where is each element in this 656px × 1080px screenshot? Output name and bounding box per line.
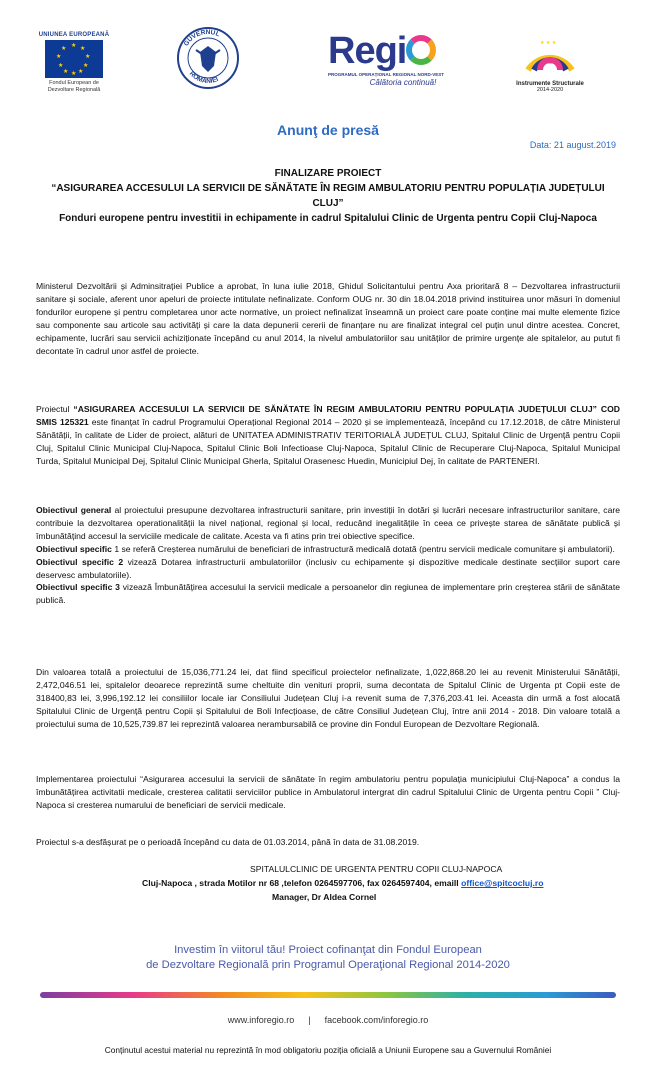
footer-separator: |	[308, 1015, 311, 1025]
specific-objective-3	[36, 581, 620, 607]
specific-objective-2-label: Obiectivul specific 2	[36, 556, 124, 567]
paragraph-period: Proiectul s-a desfășurat pe o perioadă începând cu data de 01.03.2014, până în data de 31.08.2019.	[36, 837, 420, 847]
heading-line3: Fonduri europene pentru investitii in echipamente in cadrul Spitalului Clinic de Urgenta pentru Copii Cluj-Napoca	[59, 213, 597, 224]
eu-flag-icon: ★ ★ ★ ★ ★ ★ ★ ★ ★ ★	[45, 40, 103, 78]
signature-manager: Manager, Dr Aldea Cornel	[272, 892, 377, 902]
specific-objective-3-text: vizează Îmbunătățirea accesului la servicii medicale a persoanelor din regiunea de implementare prin creșterea stării de sănătate publică.	[36, 582, 620, 606]
regio-wordmark	[328, 32, 478, 70]
government-seal-icon	[176, 26, 240, 90]
structural-instruments-logo	[510, 30, 590, 93]
svg-text:GUVERNUL: GUVERNUL	[182, 28, 221, 48]
specific-objective-2-text: vizează Dotarea infrastructurii ambulatoriilor (inclusiv cu echipamente și dispozitive medicale destinate secțiilor suport care deservesc ambulatoriile).	[36, 556, 621, 580]
heading-line1: FINALIZARE PROIECT	[274, 168, 382, 179]
svg-text:★ ★ ★: ★ ★ ★	[540, 40, 557, 46]
project-name: “ASIGURAREA ACCESULUI LA SERVICII DE SĂNĂTATE ÎN REGIM AMBULATORIU PENTRU POPULAȚIA JUDEȚULUI CLUJ” COD SMIS 125321	[36, 404, 620, 427]
footer-disclaimer: Conținutul acestui material nu reprezintă în mod obligatoriu poziția oficială a Uniunii Europene sau a Guvernului României	[104, 1045, 552, 1055]
paragraph-intro: Ministerul Dezvoltării și Adminsitrației Publice a aprobat, în luna iulie 2018, Ghidul Solicitantului pentru Axa prioritară 8 – Dezvoltarea infrastructurii sanitare și sociale, aferent unor apeluri de proiecte intitulate nefinalizate. Conform OUG nr. 30 din 18.04.2018 privind instituirea unor măsuri în domeniul fondurilor europene și pentru completarea unor acte normative, un proiect nefinalizat înseamnă un proiect care poate conține mai multe elemente fizice sau componente sau articole sau activități și care la data depunerii cererii de finanțare nu are finalizat integral cel puțin unul dintre acestea. Concret, echipamente, lucrări sau servicii achiziționate începând cu anul 2014, la nivelul ambulatoriilor sau unităților de primire urgențe ale spitalelor, au putut fi decontate în cadrul unor astfel de proiecte.	[36, 281, 620, 356]
invest-line1: Investim în viitorul tău! Proiect cofinanţat din Fondul European	[174, 944, 482, 956]
signature-org: SPITALULCLINIC DE URGENTA PENTRU COPII CLUJ-NAPOCA	[250, 864, 503, 874]
regio-logo	[328, 32, 478, 87]
invest-line2: de Dezvoltare Regională prin Programul Operaţional Regional 2014-2020	[146, 959, 510, 971]
general-objective-text: al proiectului presupune dezvoltarea infrastructurii sanitare, prin investiții în dotări și lucrări necesare infrastructurilor sanitare, care contribuie la dezvoltarea operationalității la nivel național, regional și local, reducând inegalitățile în ceea ce privește starea de sănătate publică și îmbunătățind accesul la serviciile medicale de calitate. Acesta va fi atins prin trei obiective specifice.	[36, 505, 620, 541]
regio-word: Regi	[328, 30, 407, 72]
specific-objective-1	[36, 543, 620, 556]
footer-links	[0, 1015, 656, 1025]
structural-instruments-line2: 2014-2020	[536, 87, 564, 93]
eu-label: UNIUNEA EUROPEANĂ	[38, 32, 110, 38]
project-prefix: Proiectul	[36, 404, 70, 414]
signature-email-link[interactable]: office@spitcocluj.ro	[461, 878, 544, 888]
paragraph-implementation: Implementarea proiectului “Asigurarea accesului la servicii de sănătate în regim ambulatoriu pentru populația municipiului Cluj-Napoca” a condus la îmbunătățirea activitatii medicale, cresterea calitatii serviciilor publice in Ambulatorul intergrat din cadrul Spitalului Clinic de Urgenta pentru Copii ” Cluj-Napoca si cresterea numarului de beneficiari de servicii medicale.	[36, 774, 620, 810]
page-title: Anunţ de presă	[277, 122, 379, 138]
specific-objective-3-label: Obiectivul specific 3	[36, 582, 120, 593]
structural-instruments-line1: Instrumente Structurale	[516, 81, 584, 87]
project-heading	[50, 166, 606, 226]
regio-o-icon	[406, 35, 436, 65]
svg-text:ROMÂNIEI: ROMÂNIEI	[187, 70, 220, 86]
paragraph-objectives	[36, 504, 620, 607]
eu-fund-line2: Dezvoltare Regională	[47, 87, 101, 93]
structural-instruments-icon	[520, 30, 580, 74]
general-objective-label: Obiectivul general	[36, 505, 112, 515]
signature-address-text: Cluj-Napoca , strada Motilor nr 68 ,telefon 0264597706, fax 0264597404, emaill	[142, 878, 459, 888]
regio-slogan: Călătoria continuă!	[369, 78, 437, 87]
signature-block	[120, 862, 600, 904]
footer-invest	[0, 943, 656, 973]
heading-line2: “ASIGURAREA ACCESULUI LA SERVICII DE SĂNĂTATE ÎN REGIM AMBULATORIU PENTRU POPULAȚIA JUDEȚULUI CLUJ”	[51, 183, 605, 209]
project-details: este finanțat în cadrul Programului Operațional Regional 2014 – 2020 și se implementează, începând cu 17.12.2018, de către Ministerul Sănătății, în calitate de Lider de proiect, alături de UNITATEA ADMINISTRATIV TERITORIALĂ JUDEȚUL CLUJ, Spitalul Clinic de Urgență pentru Copii Cluj, Spitalul Clinic Municipal Cluj-Napoca, Spitalul Clinic Boli Infectioase Cluj-Napoca, Spitalul Clinic de Recuperare Cluj-Napoca, Spitalul Municipal Turda, Spitalul Municipal Dej, Spitalul Clinic Municipal Gherla, Spitalul Orasenesc Huedin, Municipiul Dej, în calitate de PARTENERI.	[36, 416, 621, 466]
regio-program: PROGRAMUL OPERAȚIONAL REGIONAL NORD-VEST	[328, 72, 445, 77]
paragraph-financial: Din valoarea totală a proiectului de 15,036,771.24 lei, dat fiind specificul proiectelor nefinalizate, 1,022,868.20 lei au revenit Ministerului Sănătății, 2,472,046.51 lei, spitalelor deoarece reprezintă sume cheltuite din venituri proprii, suma decontata de Spitalul Clinic de Urgenta pt Copii este de 318400,83 lei, 3,996,192.12 lei consiliilor locale iar Consiliului Județean Cluj i-a revenit suma de 7,376,203.41 lei. Aceasta din urmă a fost alocată Spitalului Clinic de Urgență pentru Copii și Spitalului de Boli Infecțioase, de către Consiliul Județean Cluj, între anii 2014 - 2018. Din valoare totală a proiectului suma de 10,525,739.87 lei reprezintă valoarea nerambursabilă ce provine din Fondul European de Dezvoltare Regională.	[36, 667, 620, 729]
logo-row	[0, 22, 656, 102]
eu-logo	[36, 32, 112, 94]
color-stripe-divider	[40, 992, 616, 998]
website-link[interactable]: www.inforegio.ro	[227, 1015, 295, 1025]
specific-objective-2	[36, 556, 620, 582]
eu-fund-line1: Fondul European de	[49, 80, 99, 86]
specific-objective-1-label: Obiectivul specific	[36, 543, 112, 554]
specific-objective-1-text: 1 se referă Creșterea numărului de beneficiari de infrastructură medicală dotată (pentru servicii medicale comunitare și ambulatorii).	[114, 543, 615, 554]
signature-address	[120, 876, 600, 890]
facebook-link[interactable]: facebook.com/inforegio.ro	[324, 1015, 429, 1025]
general-objective	[36, 504, 620, 543]
press-date: Data: 21 august.2019	[529, 140, 616, 150]
paragraph-project	[36, 403, 620, 468]
